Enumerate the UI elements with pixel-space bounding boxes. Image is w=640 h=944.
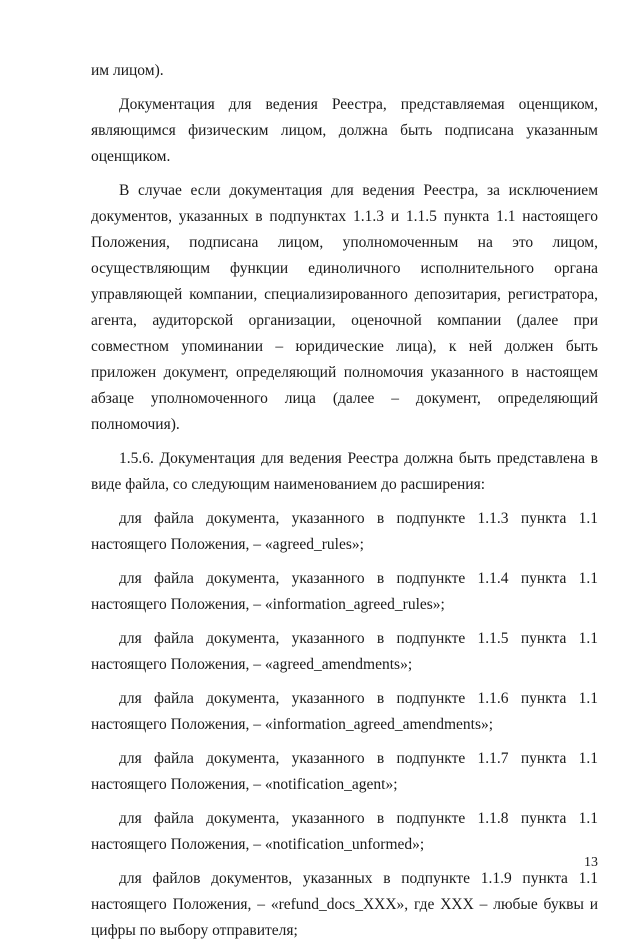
paragraph-1-5-6: 1.5.6. Документация для ведения Реестра должна быть представлена в виде файла, со следующим наименованием до расширения: (91, 450, 598, 493)
paragraph-continuation: им лицом). (91, 62, 164, 79)
list-item-information-agreed-amendments: для файла документа, указанного в подпункте 1.1.6 пункта 1.1 настоящего Положения, – «information_agreed_amendments»; (91, 690, 598, 733)
list-item-information-agreed-rules: для файла документа, указанного в подпункте 1.1.4 пункта 1.1 настоящего Положения, – «information_agreed_rules»; (91, 570, 598, 613)
page-number: 13 (584, 855, 598, 870)
list-item-agreed-rules: для файла документа, указанного в подпункте 1.1.3 пункта 1.1 настоящего Положения, – «agreed_rules»; (91, 510, 598, 553)
paragraph-appraiser-signature: Документация для ведения Реестра, представляемая оценщиком, являющимся физическим лицом, должна быть подписана указанным оценщиком. (91, 96, 598, 165)
list-item-notification-unformed: для файла документа, указанного в подпункте 1.1.8 пункта 1.1 настоящего Положения, – «notification_unformed»; (91, 810, 598, 853)
paragraph-authorized-person: В случае если документация для ведения Реестра, за исключением документов, указанных в подпунктах 1.1.3 и 1.1.5 пункта 1.1 настоящего Положения, подписана лицом, уполномоченным на это лицом, осуществляющим функции единоличного исполнительного органа управляющей компании, специализированного депозитария, регистратора, агента, аудиторской организации, оценочной компании (далее при совместном упоминании – юридические лица), к ней должен быть приложен документ, определяющий полномочия указанного в настоящем абзаце уполномоченного лица (далее – документ, определяющий полномочия). (91, 182, 598, 433)
list-item-agreed-amendments: для файла документа, указанного в подпункте 1.1.5 пункта 1.1 настоящего Положения, – «agreed_amendments»; (91, 630, 598, 673)
list-item-notification-agent: для файла документа, указанного в подпункте 1.1.7 пункта 1.1 настоящего Положения, – «notification_agent»; (91, 750, 598, 793)
document-body (91, 58, 598, 944)
list-item-refund-docs: для файлов документов, указанных в подпункте 1.1.9 пункта 1.1 настоящего Положения, – «refund_docs_XXX», где XXX – любые буквы и цифры по выбору отправителя; (91, 870, 598, 939)
